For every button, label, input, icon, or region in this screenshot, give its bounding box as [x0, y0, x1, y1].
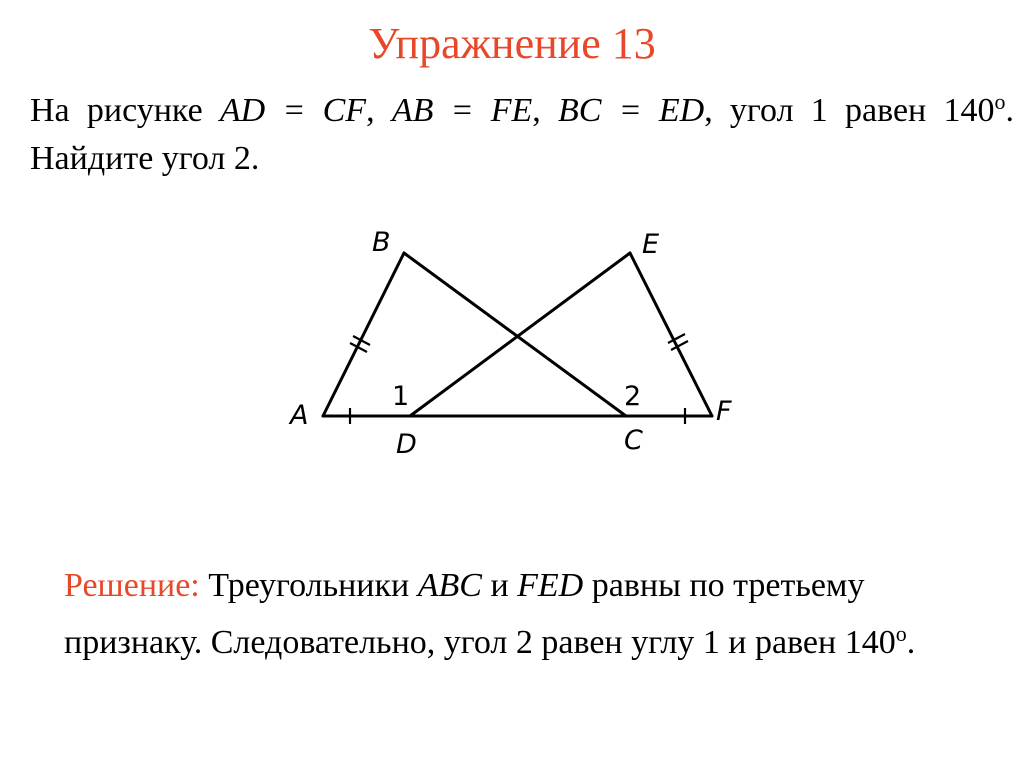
problem-end: . Найдите угол 2. [30, 92, 1014, 177]
degree-mark: o [895, 621, 907, 646]
problem-intro: На рисунке [30, 92, 220, 129]
problem-sep-1: , [366, 92, 392, 129]
problem-sep-2: , [532, 92, 559, 129]
problem-statement [30, 78, 1014, 183]
problem-rest: , угол 1 равен 140 [704, 92, 995, 129]
point-label-d: D [396, 429, 417, 460]
equality-ad-cf: AD = CF [219, 92, 367, 129]
segment-de [410, 253, 630, 416]
equality-bc-ed: BC = ED [558, 92, 705, 129]
solution-text-3: равны по третьему признаку. Следовательно, угол 2 равен углу 1 и равен 140 [64, 567, 896, 661]
point-label-f: F [716, 396, 732, 427]
geometry-diagram [270, 215, 770, 465]
degree-mark: o [994, 89, 1006, 114]
point-label-e: E [642, 229, 660, 260]
segment-ef [630, 253, 712, 416]
point-label-c: C [624, 425, 643, 456]
angle-label-2: 2 [624, 381, 642, 412]
solution-end: . [906, 624, 916, 661]
equality-ab-fe: AB = FE [391, 92, 533, 129]
segment-bc [404, 253, 626, 416]
angle-label-1: 1 [392, 381, 410, 412]
solution-text-1: Треугольники [199, 567, 418, 604]
triangle-fed: FED [517, 567, 584, 604]
solution-text [64, 562, 984, 667]
point-label-a: A [290, 400, 309, 431]
point-label-b: B [372, 227, 391, 258]
solution-label: Решение: [64, 567, 200, 604]
triangle-abc: ABC [417, 567, 482, 604]
solution-text-2: и [481, 567, 518, 604]
page-title: Упражнение 13 [368, 19, 656, 68]
